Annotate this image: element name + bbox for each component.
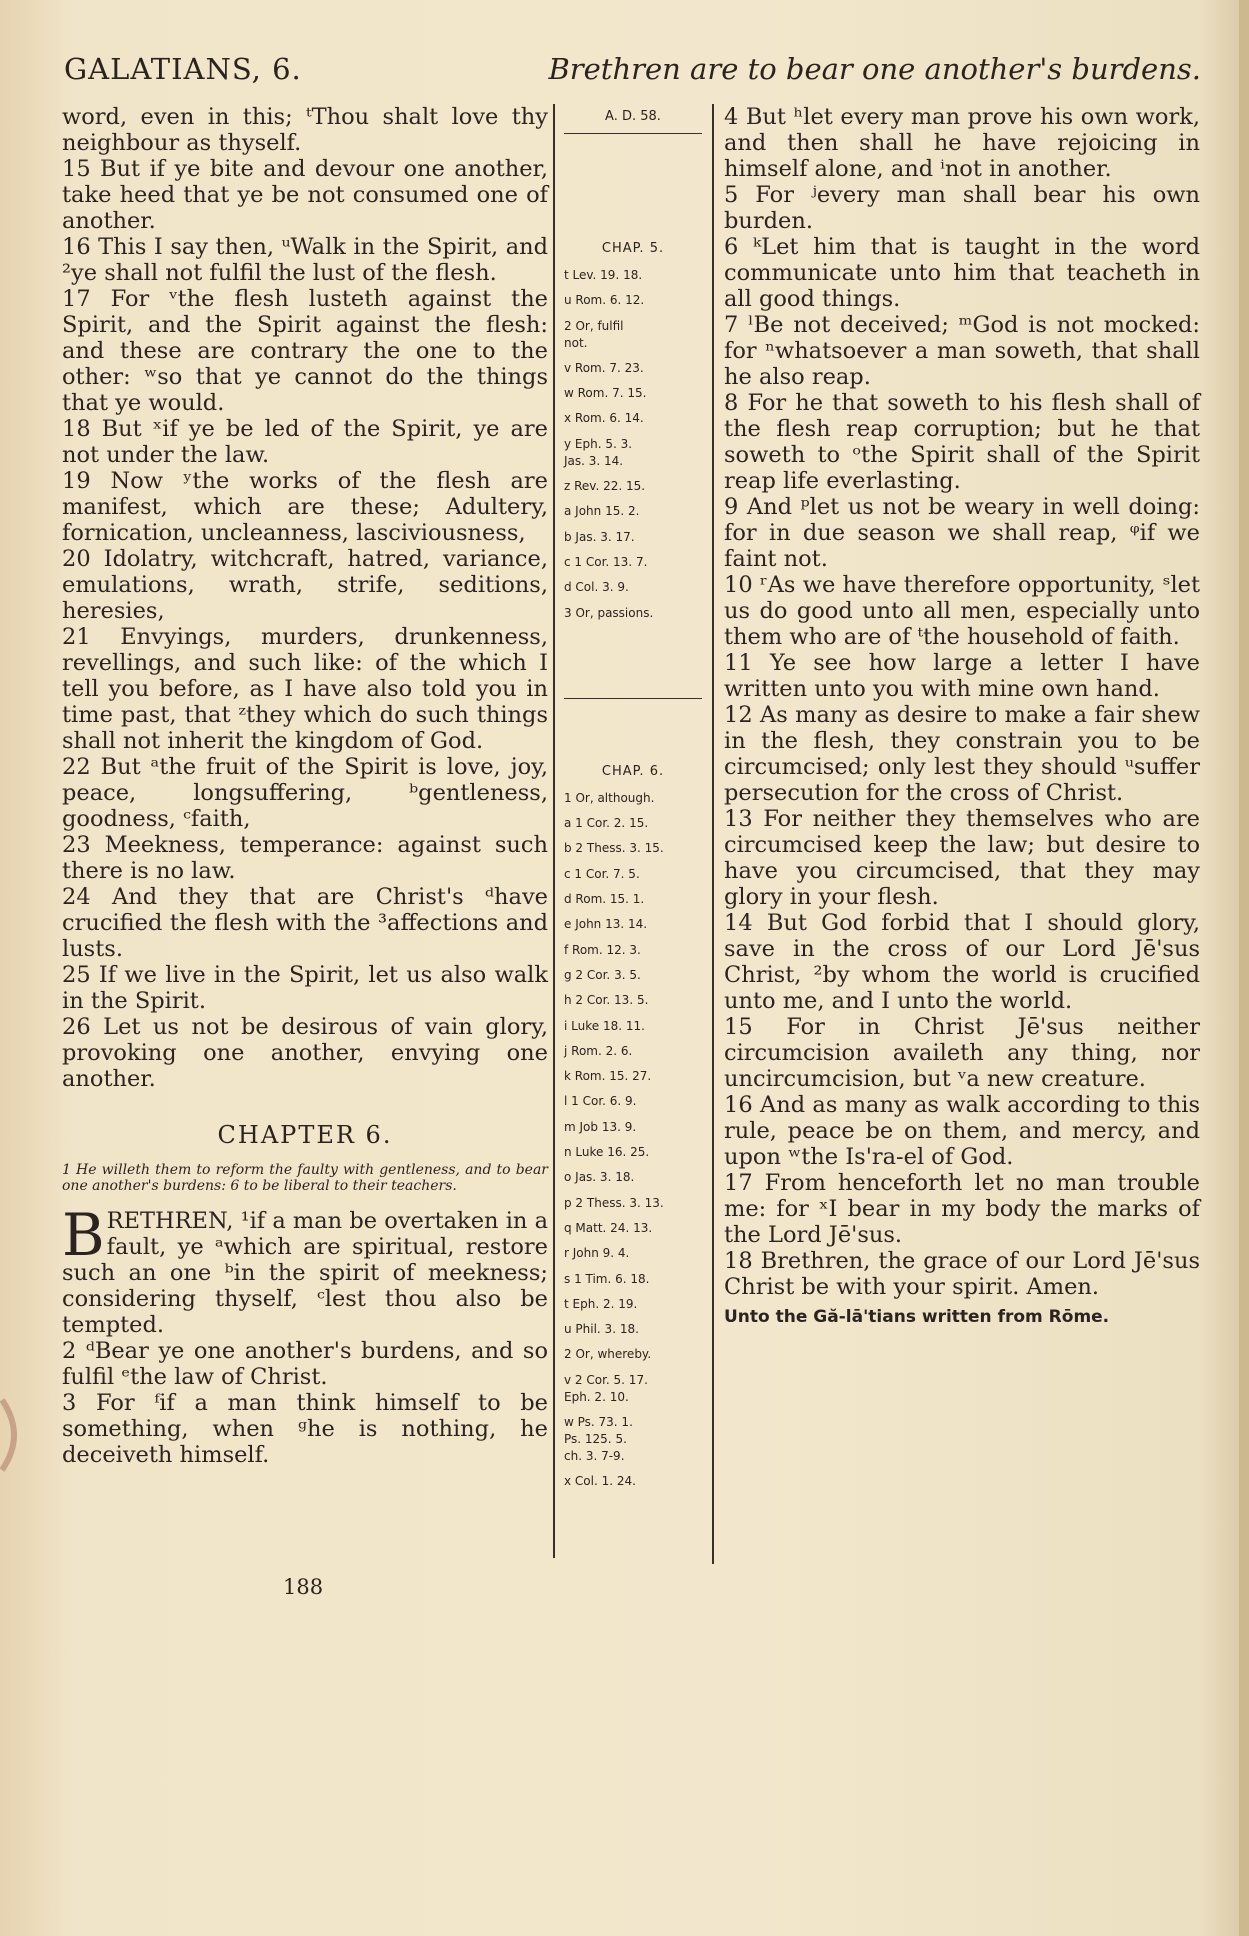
verse-17: 17 For ᵛthe flesh lusteth against the Spirit, and the Spirit against the flesh: and these are contrary the one to the other: ʷso that ye cannot do the things that ye would. — [62, 286, 548, 416]
chapter-6-verse-9: 9 And ᵖlet us not be weary in well doing: for in due season we shall reap, ᵠif we faint not. — [724, 494, 1200, 572]
ref-ch6-8: g 2 Cor. 3. 5. — [564, 967, 641, 982]
ref-ch5-1: t Lev. 19. 18. — [564, 268, 643, 282]
chapter-6-verse-5: 5 For ʲevery man shall bear his own burden. — [724, 182, 1200, 234]
ref-ch5-11: c 1 Cor. 13. 7. — [564, 554, 648, 569]
verse-18: 18 But ˣif ye be led of the Spirit, ye are not under the law. — [62, 416, 548, 468]
year-label: A. D. 58. — [605, 109, 661, 124]
verse-15: 15 But if ye bite and devour one another, take heed that ye be not consumed one of another. — [62, 156, 548, 234]
chapter-6-verse-2: 2 ᵈBear ye one another's burdens, and so fulfil ᵉthe law of Christ. — [62, 1338, 548, 1390]
ref-ch6-13: l 1 Cor. 6. 9. — [564, 1094, 637, 1109]
chapter-5-ref-label: CHAP. 5. — [601, 241, 665, 256]
ref-ch6-21: t Eph. 2. 19. — [564, 1296, 638, 1311]
chapter-6-verse-6: 6 ᵏLet him that is taught in the word communicate unto him that teacheth in all good things. — [724, 234, 1200, 312]
ref-ch6-2: a 1 Cor. 2. 15. — [564, 816, 649, 831]
verse-19: 19 Now ʸthe works of the flesh are manifest, which are these; Adultery, fornication, uncleanness, lasciviousness, — [62, 468, 548, 546]
chapter-6-verse-17: 17 From henceforth let no man trouble me: for ˣI bear in my body the marks of the Lord Jē'sus. — [724, 1170, 1200, 1248]
column-rule-left — [553, 104, 555, 1558]
chapter-6-verse-1 — [62, 1201, 548, 1338]
chapter-6-summary: 1 He willeth them to reform the faulty with gentleness, and to bear one another's burdens: 6 to be liberal to their teachers. — [62, 1162, 548, 1194]
drop-cap: B — [62, 1201, 105, 1269]
chapter-6-verse-3: 3 For ᶠif a man think himself to be something, when ᵍhe is nothing, he deceiveth himself. — [62, 1390, 548, 1468]
ref-ch6-1: 1 Or, although. — [564, 790, 655, 805]
right-text-column — [724, 104, 1200, 1330]
ref-ch5-2: u Rom. 6. 12. — [564, 293, 645, 308]
verse-24: 24 And they that are Christ's ᵈhave crucified the flesh with the ³affections and lusts. — [62, 884, 548, 962]
ref-ch5-3: 2 Or, fulfil not. — [564, 318, 624, 350]
page-edge — [1239, 0, 1249, 1936]
verse-25: 25 If we live in the Spirit, let us also walk in the Spirit. — [62, 962, 548, 1014]
chapter-6-verse-7: 7 ˡBe not deceived; ᵐGod is not mocked: for ⁿwhatsoever a man soweth, that shall he also reap. — [724, 312, 1200, 390]
decorative-margin-mark — [0, 1390, 30, 1480]
page-number: 188 — [283, 1575, 324, 1599]
ref-ch6-15: n Luke 16. 25. — [564, 1145, 650, 1160]
ref-ch6-24: v 2 Cor. 5. 17. Eph. 2. 10. — [564, 1372, 648, 1404]
ref-ch5-4: v Rom. 7. 23. — [564, 360, 644, 375]
chapter-6-verse-11: 11 Ye see how large a letter I have written unto you with mine own hand. — [724, 650, 1200, 702]
chapter-6-verse-4: 4 But ʰlet every man prove his own work, and then shall he have rejoicing in himself alone, and ⁱnot in another. — [724, 104, 1200, 182]
ref-ch6-10: i Luke 18. 11. — [564, 1018, 645, 1033]
chapter-6-verse-10: 10 ʳAs we have therefore opportunity, ˢlet us do good unto all men, especially unto them who are of ᵗthe household of faith. — [724, 572, 1200, 650]
verse-26: 26 Let us not be desirous of vain glory, provoking one another, envying one another. — [62, 1014, 548, 1092]
ref-ch6-3: b 2 Thess. 3. 15. — [564, 841, 664, 856]
ref-ch6-11: j Rom. 2. 6. — [564, 1043, 633, 1058]
chapter-6-verse-18: 18 Brethren, the grace of our Lord Jē'sus Christ be with your spirit. Amen. — [724, 1248, 1200, 1300]
ref-ch5-12: d Col. 3. 9. — [564, 580, 629, 595]
reference-divider — [564, 698, 702, 699]
ref-ch6-9: h 2 Cor. 13. 5. — [564, 993, 649, 1008]
verse-22: 22 But ᵃthe fruit of the Spirit is love, joy, peace, longsuffering, ᵇgentleness, goodness, ᶜfaith, — [62, 754, 548, 832]
ref-ch6-23: 2 Or, whereby. — [564, 1347, 652, 1362]
ref-ch6-17: p 2 Thess. 3. 13. — [564, 1195, 664, 1210]
ref-ch6-26: x Col. 1. 24. — [564, 1474, 636, 1489]
ref-ch6-4: c 1 Cor. 7. 5. — [564, 866, 640, 881]
ref-ch6-6: e John 13. 14. — [564, 917, 648, 932]
chapter-6-verse-15: 15 For in Christ Jē'sus neither circumcision availeth any thing, nor uncircumcision, but ᵛa new creature. — [724, 1014, 1200, 1092]
ref-ch5-8: z Rev. 22. 15. — [564, 479, 646, 494]
verse-14-end: word, even in this; ᵗThou shalt love thy neighbour as thyself. — [62, 104, 548, 156]
ref-ch6-25: w Ps. 73. 1. Ps. 125. 5. ch. 3. 7-9. — [564, 1414, 633, 1463]
chapter-6-verse-14: 14 But God forbid that I should glory, save in the cross of our Lord Jē'sus Christ, ²by whom the world is crucified unto me, and I unto the world. — [724, 910, 1200, 1014]
ref-ch6-5: d Rom. 15. 1. — [564, 892, 645, 907]
verse-1-text: RETHREN, ¹if a man be overtaken in a fault, ye ᵃwhich are spiritual, restore such an one ᵇin the spirit of meekness; considering thyself, ᶜlest thou also be tempted. — [62, 1208, 548, 1338]
ref-ch5-6: x Rom. 6. 14. — [564, 411, 644, 426]
ref-ch5-5: w Rom. 7. 15. — [564, 386, 647, 401]
ref-ch6-12: k Rom. 15. 27. — [564, 1069, 652, 1084]
chapter-6-verse-13: 13 For neither they themselves who are circumcised keep the law; but desire to have you circumcised, that they may glory in your flesh. — [724, 806, 1200, 910]
epistle-subscription: Unto the Gă-lā'tians written from Rōme. — [724, 1307, 1110, 1327]
ref-ch6-7: f Rom. 12. 3. — [564, 942, 641, 957]
chapter-6-ref-label: CHAP. 6. — [601, 763, 665, 779]
chapter-6-verse-16: 16 And as many as walk according to this rule, peace be on them, and mercy, and upon ʷthe Is'ra-el of God. — [724, 1092, 1200, 1170]
chapter-6-verse-12: 12 As many as desire to make a fair shew in the flesh, they constrain you to be circumcised; only lest they should ᵘsuffer persecution for the cross of Christ. — [724, 702, 1200, 806]
ref-ch6-20: s 1 Tim. 6. 18. — [564, 1271, 650, 1286]
ref-ch5-10: b Jas. 3. 17. — [564, 529, 635, 544]
cross-reference-column — [560, 104, 706, 1499]
ref-ch5-13: 3 Or, passions. — [564, 605, 654, 620]
ref-ch6-18: q Matt. 24. 13. — [564, 1220, 653, 1235]
chapter-6-heading: CHAPTER 6. — [217, 1121, 393, 1149]
ref-ch6-14: m Job 13. 9. — [564, 1119, 637, 1134]
ref-ch5-7: y Eph. 5. 3. Jas. 3. 14. — [564, 436, 633, 468]
ref-ch6-16: o Jas. 3. 18. — [564, 1170, 635, 1185]
verse-20: 20 Idolatry, witchcraft, hatred, variance, emulations, wrath, strife, seditions, heresies, — [62, 546, 548, 624]
left-text-column — [62, 104, 548, 1468]
column-rule-right — [712, 104, 714, 1564]
page-header — [64, 52, 1201, 96]
ref-ch5-9: a John 15. 2. — [564, 504, 640, 519]
chapter-6-verse-8: 8 For he that soweth to his flesh shall of the flesh reap corruption; but he that soweth to ᵒthe Spirit shall of the Spirit reap life everlasting. — [724, 390, 1200, 494]
ref-ch6-19: r John 9. 4. — [564, 1246, 630, 1261]
verse-21: 21 Envyings, murders, drunkenness, revellings, and such like: of the which I tell you before, as I have also told you in time past, that ᶻthey which do such things shall not inherit the kingdom of God. — [62, 624, 548, 754]
ref-ch6-22: u Phil. 3. 18. — [564, 1322, 639, 1337]
reference-divider — [564, 133, 702, 134]
verse-23: 23 Meekness, temperance: against such there is no law. — [62, 832, 548, 884]
verse-16: 16 This I say then, ᵘWalk in the Spirit, and ²ye shall not fulfil the lust of the flesh. — [62, 234, 548, 286]
page-heading-summary: Brethren are to bear one another's burdens. — [548, 52, 1201, 86]
book-chapter-title: GALATIANS, 6. — [64, 52, 302, 86]
